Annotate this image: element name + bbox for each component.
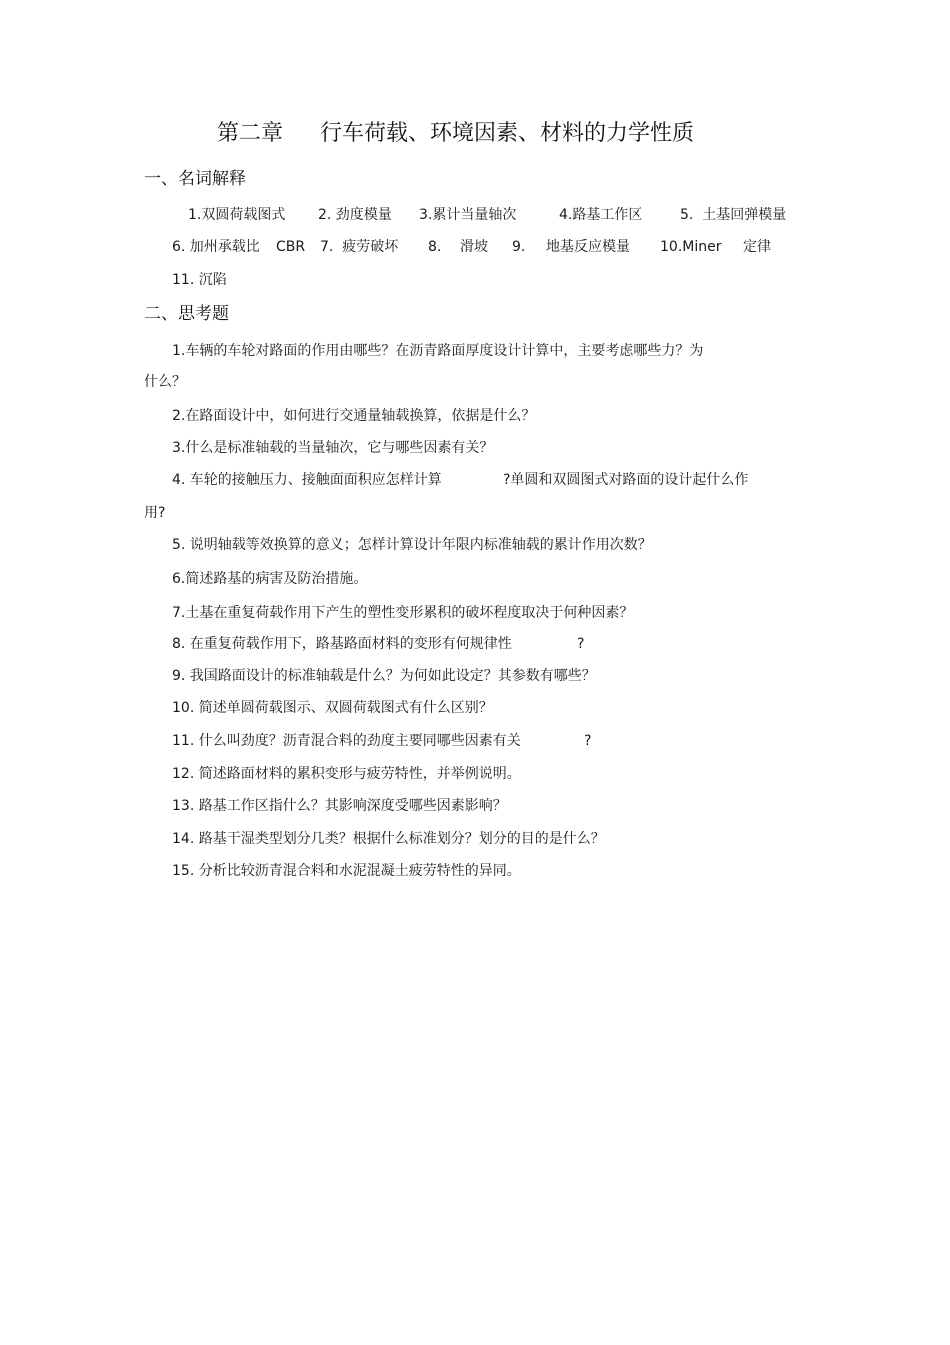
question-11-mark: ? — [584, 733, 592, 749]
term-item: 1.双圆荷载图式 — [188, 207, 286, 223]
term-item: 5. 土基回弹模量 — [680, 207, 787, 223]
term-item: 2. 劲度模量 — [318, 207, 392, 223]
term-item: 4.路基工作区 — [559, 207, 643, 223]
question-7: 7.土基在重复荷载作用下产生的塑性变形累积的破坏程度取决于何种因素？ — [172, 605, 634, 621]
question-11: 11. 什么叫劲度？沥青混合料的劲度主要同哪些因素有关 — [172, 733, 521, 749]
question-14: 14. 路基干湿类型划分几类？根据什么标准划分？划分的目的是什么？ — [172, 831, 605, 847]
question-12: 12. 简述路面材料的累积变形与疲劳特性，并举例说明。 — [172, 766, 521, 782]
term-item: 10.Miner — [660, 239, 722, 255]
question-5: 5. 说明轴载等效换算的意义；怎样计算设计年限内标准轴载的累计作用次数？ — [172, 537, 652, 553]
term-item: 9. — [512, 239, 526, 255]
term-item: 8. — [428, 239, 442, 255]
question-8: 8. 在重复荷载作用下，路基路面材料的变形有何规律性 — [172, 636, 512, 652]
question-1: 1.车辆的车轮对路面的作用由哪些？在沥青路面厚度设计计算中，主要考虑哪些力？为 — [172, 343, 704, 359]
question-4-cont: 用? — [144, 505, 166, 521]
term-item: 6. 加州承载比 — [172, 239, 260, 255]
question-9: 9. 我国路面设计的标准轴载是什么？为何如此设定？其参数有哪些？ — [172, 668, 596, 684]
question-3: 3.什么是标准轴载的当量轴次，它与哪些因素有关？ — [172, 440, 494, 456]
term-item: 11. 沉陷 — [172, 272, 227, 288]
question-15: 15. 分析比较沥青混合料和水泥混凝土疲劳特性的异同。 — [172, 863, 521, 879]
term-item: 7. 疲劳破坏 — [320, 239, 399, 255]
section-heading-terms: 一、名词解释 — [144, 169, 246, 189]
chapter-number: 第二章 — [217, 121, 284, 146]
term-item: 滑坡 — [460, 239, 488, 255]
question-1-cont: 什么？ — [144, 374, 186, 390]
question-10: 10. 简述单圆荷载图示、双圆荷载图式有什么区别？ — [172, 700, 493, 716]
question-4: 4. 车轮的接触压力、接触面面积应怎样计算 — [172, 472, 442, 488]
question-4-part2: ?单圆和双圆图式对路面的设计起什么作 — [503, 472, 749, 488]
question-6: 6.简述路基的病害及防治措施。 — [172, 571, 368, 587]
term-item: CBR — [276, 239, 306, 255]
term-item: 地基反应模量 — [546, 239, 630, 255]
question-13: 13. 路基工作区指什么？其影响深度受哪些因素影响？ — [172, 798, 507, 814]
section-heading-questions: 二、思考题 — [144, 304, 229, 324]
term-item: 3.累计当量轴次 — [419, 207, 517, 223]
chapter-title: 行车荷载、环境因素、材料的力学性质 — [320, 121, 695, 146]
question-8-mark: ? — [577, 636, 585, 652]
term-item: 定律 — [743, 239, 771, 255]
question-2: 2.在路面设计中，如何进行交通量轴载换算，依据是什么？ — [172, 408, 536, 424]
